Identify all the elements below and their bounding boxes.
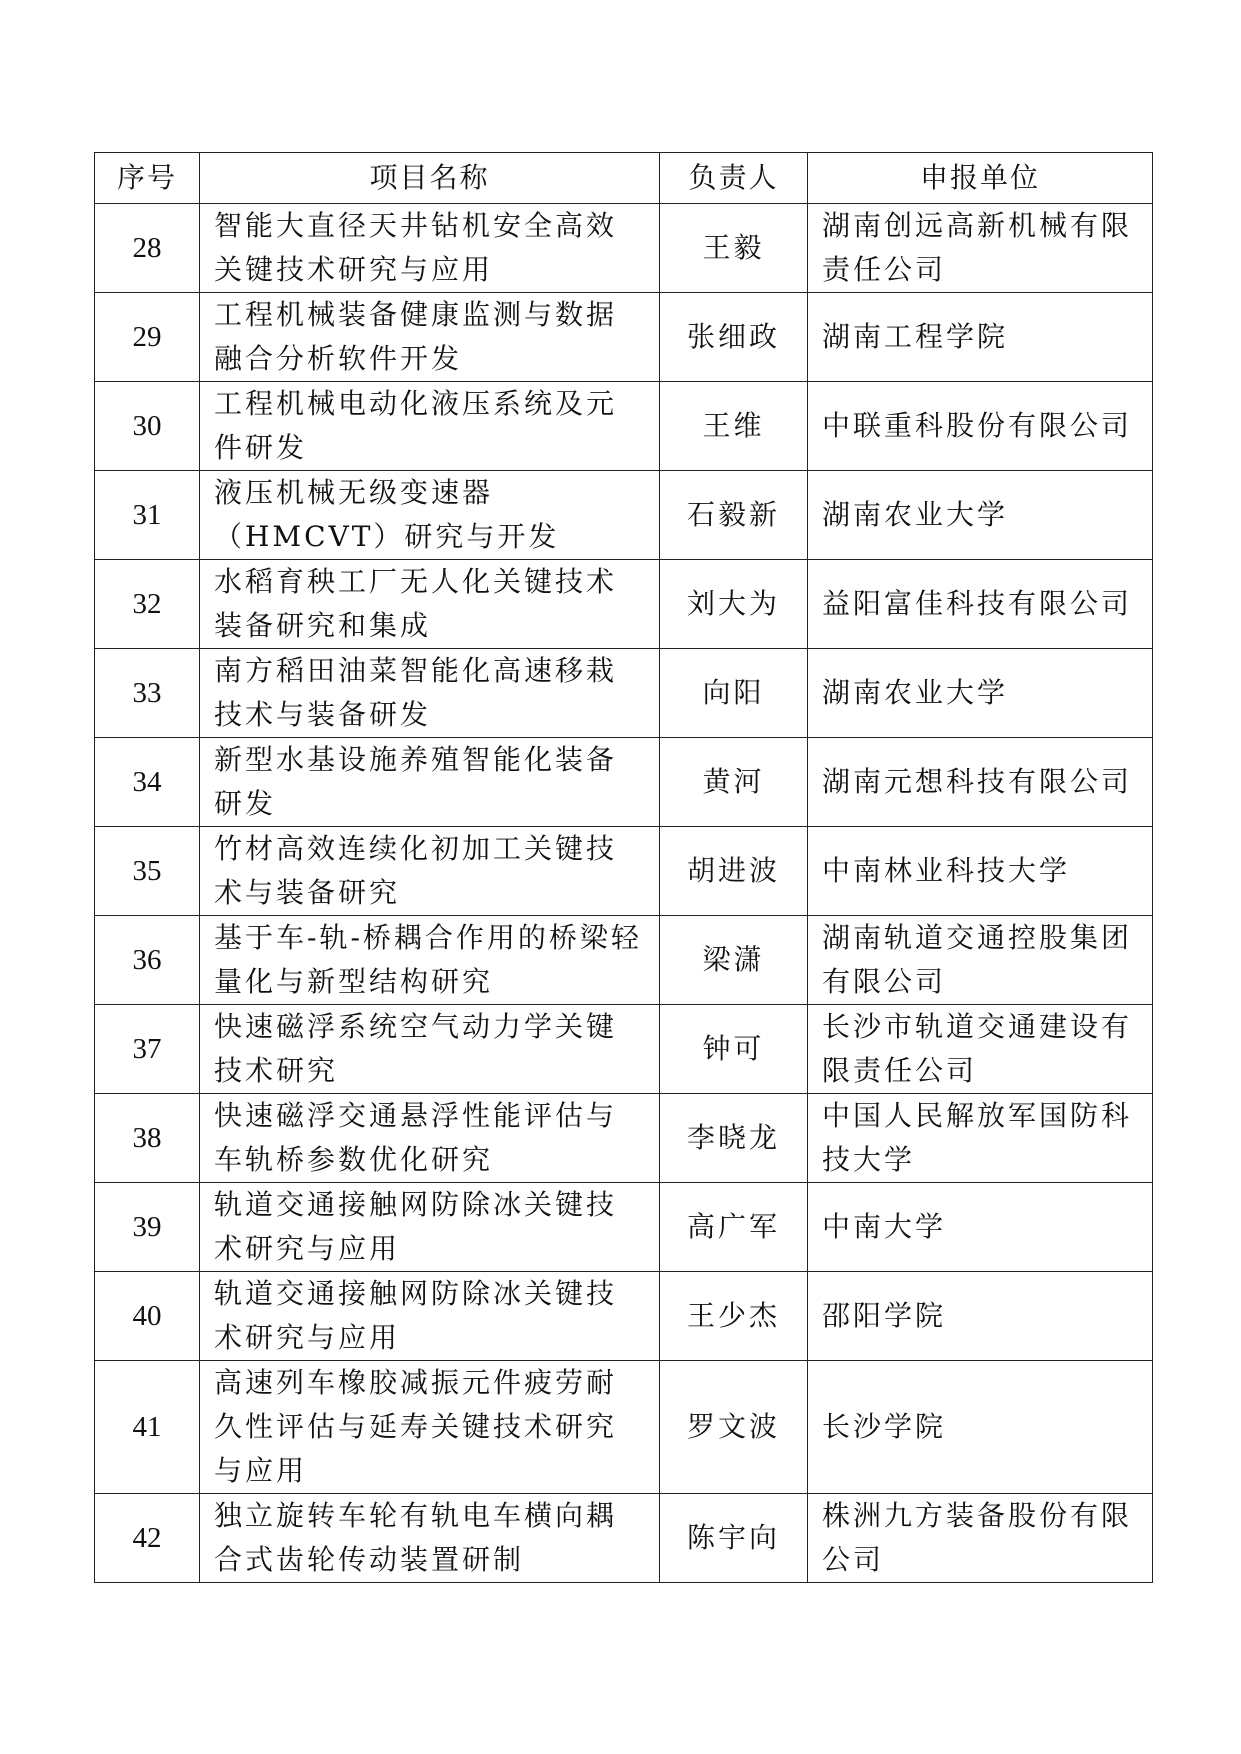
cell-person-in-charge: 张细政 bbox=[660, 293, 808, 382]
cell-applicant-unit: 湖南轨道交通控股集团有限公司 bbox=[808, 916, 1153, 1005]
cell-person-in-charge: 胡进波 bbox=[660, 827, 808, 916]
cell-person-in-charge: 王少杰 bbox=[660, 1272, 808, 1361]
table-body bbox=[95, 204, 1153, 1583]
cell-applicant-unit: 长沙学院 bbox=[808, 1361, 1153, 1494]
cell-project-name: 轨道交通接触网防除冰关键技术研究与应用 bbox=[200, 1272, 660, 1361]
cell-person-in-charge: 王维 bbox=[660, 382, 808, 471]
table-row bbox=[95, 1272, 1153, 1361]
cell-serial-number: 37 bbox=[95, 1005, 200, 1094]
cell-project-name: 智能大直径天井钻机安全高效关键技术研究与应用 bbox=[200, 204, 660, 293]
cell-serial-number: 30 bbox=[95, 382, 200, 471]
cell-project-name: 快速磁浮交通悬浮性能评估与车轨桥参数优化研究 bbox=[200, 1094, 660, 1183]
cell-person-in-charge: 石毅新 bbox=[660, 471, 808, 560]
table-row bbox=[95, 916, 1153, 1005]
table-row bbox=[95, 204, 1153, 293]
cell-applicant-unit: 湖南创远高新机械有限责任公司 bbox=[808, 204, 1153, 293]
cell-serial-number: 38 bbox=[95, 1094, 200, 1183]
header-serial-number: 序号 bbox=[95, 153, 200, 204]
table-row bbox=[95, 293, 1153, 382]
cell-project-name: 基于车-轨-桥耦合作用的桥梁轻量化与新型结构研究 bbox=[200, 916, 660, 1005]
cell-serial-number: 42 bbox=[95, 1494, 200, 1583]
table-header-row bbox=[95, 153, 1153, 204]
cell-serial-number: 29 bbox=[95, 293, 200, 382]
cell-project-name: 水稻育秧工厂无人化关键技术装备研究和集成 bbox=[200, 560, 660, 649]
cell-serial-number: 36 bbox=[95, 916, 200, 1005]
header-person-in-charge: 负责人 bbox=[660, 153, 808, 204]
cell-serial-number: 33 bbox=[95, 649, 200, 738]
cell-project-name: 工程机械电动化液压系统及元件研发 bbox=[200, 382, 660, 471]
table-row bbox=[95, 1094, 1153, 1183]
cell-applicant-unit: 湖南农业大学 bbox=[808, 471, 1153, 560]
table-row bbox=[95, 649, 1153, 738]
cell-applicant-unit: 长沙市轨道交通建设有限责任公司 bbox=[808, 1005, 1153, 1094]
cell-project-name: 液压机械无级变速器（HMCVT）研究与开发 bbox=[200, 471, 660, 560]
cell-person-in-charge: 梁潇 bbox=[660, 916, 808, 1005]
cell-person-in-charge: 钟可 bbox=[660, 1005, 808, 1094]
cell-serial-number: 32 bbox=[95, 560, 200, 649]
cell-project-name: 独立旋转车轮有轨电车横向耦合式齿轮传动装置研制 bbox=[200, 1494, 660, 1583]
cell-person-in-charge: 陈宇向 bbox=[660, 1494, 808, 1583]
cell-person-in-charge: 罗文波 bbox=[660, 1361, 808, 1494]
cell-applicant-unit: 中国人民解放军国防科技大学 bbox=[808, 1094, 1153, 1183]
header-applicant-unit: 申报单位 bbox=[808, 153, 1153, 204]
cell-applicant-unit: 湖南工程学院 bbox=[808, 293, 1153, 382]
header-project-name: 项目名称 bbox=[200, 153, 660, 204]
table-row bbox=[95, 1005, 1153, 1094]
table-row bbox=[95, 1361, 1153, 1494]
table-row bbox=[95, 471, 1153, 560]
cell-serial-number: 41 bbox=[95, 1361, 200, 1494]
cell-applicant-unit: 中南林业科技大学 bbox=[808, 827, 1153, 916]
cell-project-name: 新型水基设施养殖智能化装备研发 bbox=[200, 738, 660, 827]
cell-applicant-unit: 中南大学 bbox=[808, 1183, 1153, 1272]
cell-serial-number: 40 bbox=[95, 1272, 200, 1361]
cell-project-name: 高速列车橡胶减振元件疲劳耐久性评估与延寿关键技术研究与应用 bbox=[200, 1361, 660, 1494]
cell-project-name: 轨道交通接触网防除冰关键技术研究与应用 bbox=[200, 1183, 660, 1272]
cell-applicant-unit: 益阳富佳科技有限公司 bbox=[808, 560, 1153, 649]
table-row bbox=[95, 382, 1153, 471]
table-row bbox=[95, 738, 1153, 827]
cell-person-in-charge: 黄河 bbox=[660, 738, 808, 827]
cell-person-in-charge: 向阳 bbox=[660, 649, 808, 738]
cell-serial-number: 34 bbox=[95, 738, 200, 827]
cell-person-in-charge: 刘大为 bbox=[660, 560, 808, 649]
cell-applicant-unit: 湖南农业大学 bbox=[808, 649, 1153, 738]
table-row bbox=[95, 1183, 1153, 1272]
cell-project-name: 南方稻田油菜智能化高速移栽技术与装备研发 bbox=[200, 649, 660, 738]
cell-serial-number: 39 bbox=[95, 1183, 200, 1272]
cell-person-in-charge: 王毅 bbox=[660, 204, 808, 293]
cell-applicant-unit: 株洲九方装备股份有限公司 bbox=[808, 1494, 1153, 1583]
cell-project-name: 竹材高效连续化初加工关键技术与装备研究 bbox=[200, 827, 660, 916]
cell-applicant-unit: 中联重科股份有限公司 bbox=[808, 382, 1153, 471]
cell-applicant-unit: 邵阳学院 bbox=[808, 1272, 1153, 1361]
table-row bbox=[95, 827, 1153, 916]
cell-person-in-charge: 李晓龙 bbox=[660, 1094, 808, 1183]
cell-project-name: 快速磁浮系统空气动力学关键技术研究 bbox=[200, 1005, 660, 1094]
cell-serial-number: 31 bbox=[95, 471, 200, 560]
table-row bbox=[95, 1494, 1153, 1583]
cell-person-in-charge: 高广军 bbox=[660, 1183, 808, 1272]
cell-serial-number: 28 bbox=[95, 204, 200, 293]
table-row bbox=[95, 560, 1153, 649]
projects-table bbox=[94, 152, 1153, 1583]
cell-project-name: 工程机械装备健康监测与数据融合分析软件开发 bbox=[200, 293, 660, 382]
cell-serial-number: 35 bbox=[95, 827, 200, 916]
cell-applicant-unit: 湖南元想科技有限公司 bbox=[808, 738, 1153, 827]
